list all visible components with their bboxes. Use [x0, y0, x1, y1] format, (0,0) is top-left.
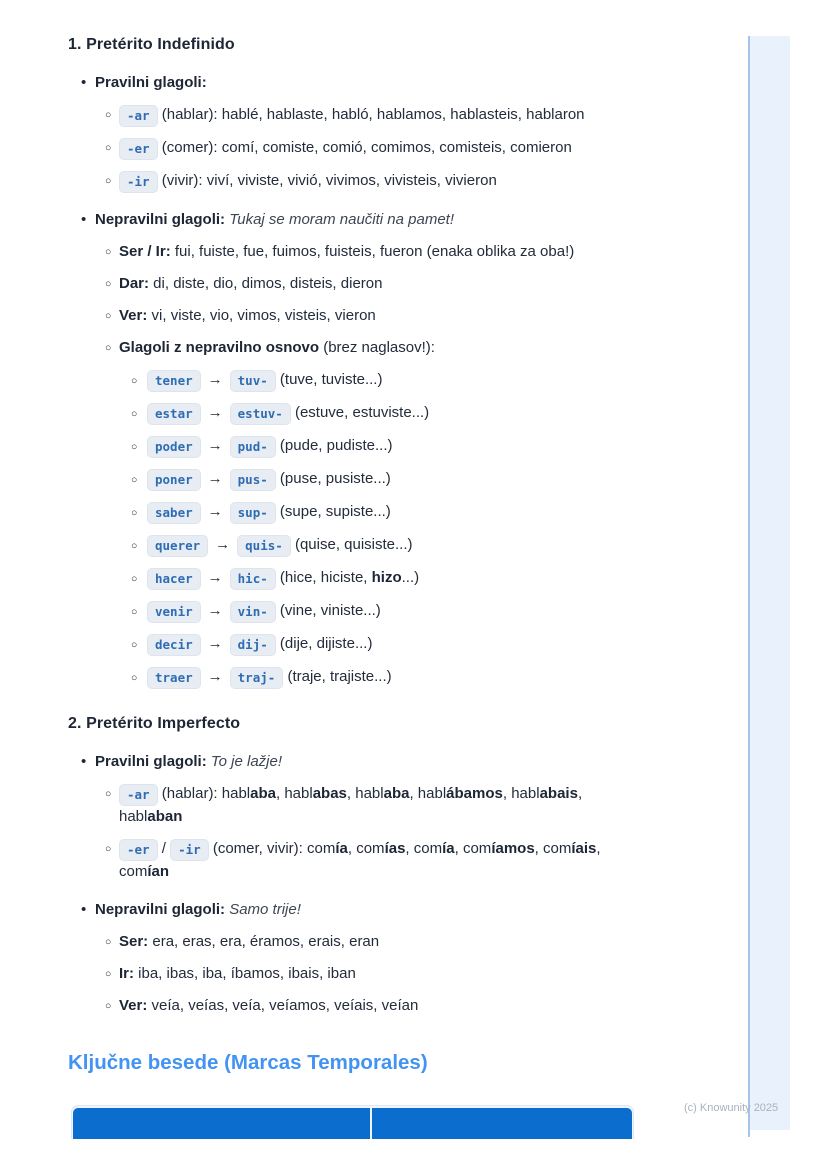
text-run: /	[157, 840, 171, 857]
list-item	[68, 72, 640, 94]
bullet-circle-marker: ○	[131, 606, 138, 618]
bold-text: aba	[383, 785, 410, 802]
list-item	[68, 241, 640, 263]
bullet-disc-marker: •	[81, 753, 87, 770]
list-item-text	[119, 106, 585, 123]
list-item	[68, 337, 640, 359]
list-item-text	[119, 243, 574, 260]
verb-chip: -ar	[119, 105, 158, 127]
verb-chip: estar	[147, 403, 201, 425]
verb-chip: -ir	[119, 171, 158, 193]
text-run: (estuve, estuviste...)	[290, 404, 430, 421]
arrow-right-icon: →	[207, 371, 223, 388]
verb-chip: venir	[147, 601, 201, 623]
bold-text: aba	[250, 785, 276, 802]
text-run: (dije, dijiste...)	[275, 635, 373, 652]
bold-text: Dar:	[119, 275, 150, 292]
list-item	[68, 751, 640, 773]
list-item	[68, 435, 640, 458]
bullet-disc-marker: •	[81, 211, 87, 228]
bullet-circle-marker: ○	[131, 408, 138, 420]
text-run: , com	[454, 840, 492, 857]
list-item-text	[147, 503, 391, 520]
verb-chip: estuv-	[230, 403, 291, 425]
verb-chip: sup-	[230, 502, 276, 524]
text-run: (supe, supiste...)	[275, 503, 391, 520]
verb-chip: hic-	[230, 568, 276, 590]
verb-chip: pus-	[230, 469, 276, 491]
bullet-circle-marker: ○	[131, 573, 138, 585]
text-run: , habl	[276, 785, 313, 802]
bold-text: aban	[147, 808, 183, 825]
marcas-table	[71, 1105, 634, 1139]
text-run: (pude, pudiste...)	[275, 437, 393, 454]
text-run: di, diste, dio, dimos, disteis, dieron	[149, 275, 383, 292]
list-item	[68, 369, 640, 392]
list-item	[68, 209, 640, 231]
list-item	[68, 838, 640, 883]
text-run: vi, viste, vio, vimos, visteis, vieron	[147, 307, 376, 324]
list-item	[68, 666, 640, 689]
list-item	[68, 170, 640, 193]
bullet-circle-marker: ○	[131, 540, 138, 552]
list-item-text	[119, 339, 435, 356]
list-item	[68, 633, 640, 656]
verb-chip: tuv-	[230, 370, 276, 392]
list-item-text	[147, 668, 392, 685]
text-run: (quise, quisiste...)	[290, 536, 413, 553]
list-item-text	[147, 404, 429, 421]
imperfecto-list	[68, 751, 640, 1017]
italic-note: Samo trije!	[225, 901, 301, 918]
verb-chip: -er	[119, 138, 158, 160]
list-item	[68, 305, 640, 327]
keywords-heading: Ključne besede (Marcas Temporales)	[68, 1051, 428, 1074]
list-item-text	[119, 307, 376, 324]
marcas-table-header	[73, 1108, 632, 1139]
verb-chip: quis-	[237, 535, 291, 557]
arrow-right-icon: →	[207, 503, 223, 520]
arrow-right-icon: →	[207, 569, 223, 586]
verb-chip: querer	[147, 535, 208, 557]
list-item	[68, 931, 640, 953]
list-item	[68, 600, 640, 623]
list-item-text	[119, 965, 356, 982]
list-item-text	[147, 470, 391, 487]
list-item	[68, 468, 640, 491]
section-heading-imperfecto: 2. Pretérito Imperfecto	[68, 715, 241, 732]
bold-text: Ver:	[119, 307, 148, 324]
text-run: (brez naglasov!):	[319, 339, 435, 356]
bullet-circle-marker: ○	[105, 843, 112, 855]
page-edge-panel	[750, 36, 790, 1130]
list-item-text	[147, 371, 382, 388]
bullet-circle-marker: ○	[105, 109, 112, 121]
verb-chip: decir	[147, 634, 201, 656]
text-run: (hice, hiciste,	[275, 569, 372, 586]
list-item	[68, 963, 640, 985]
list-item	[68, 534, 640, 557]
bold-text: hizo	[371, 569, 402, 586]
list-item-text	[95, 753, 282, 770]
italic-note: Tukaj se moram naučiti na pamet!	[225, 211, 455, 228]
bullet-circle-marker: ○	[105, 342, 112, 354]
watermark: (c) Knowunity 2025	[684, 1102, 779, 1114]
list-item	[68, 783, 640, 828]
verb-chip: saber	[147, 502, 201, 524]
text-run: fui, fuiste, fue, fuimos, fuisteis, fueron (enaka oblika za oba!)	[170, 243, 575, 260]
list-item	[68, 273, 640, 295]
bold-text: Nepravilni glagoli:	[95, 211, 226, 228]
bold-text: Ser:	[119, 933, 149, 950]
list-item-text	[119, 275, 382, 292]
list-item-text	[147, 536, 413, 553]
bullet-circle-marker: ○	[131, 375, 138, 387]
list-item-text	[95, 211, 454, 228]
bullet-circle-marker: ○	[105, 936, 112, 948]
text-run: iba, ibas, iba, íbamos, ibais, iban	[134, 965, 356, 982]
list-item-text	[119, 139, 572, 156]
arrow-right-icon: →	[215, 536, 231, 553]
bold-text: Ir:	[119, 965, 134, 982]
list-item-text	[119, 840, 601, 880]
arrow-right-icon: →	[207, 635, 223, 652]
text-run: (comer, vivir): com	[208, 840, 336, 857]
text-run: , habl	[119, 785, 583, 825]
text-run: , com	[347, 840, 385, 857]
arrow-right-icon: →	[207, 437, 223, 454]
list-item	[68, 501, 640, 524]
text-run: (vivir): viví, viviste, vivió, vivimos, vivisteis, vivieron	[157, 172, 497, 189]
list-item-text	[95, 901, 301, 918]
bullet-circle-marker: ○	[131, 639, 138, 651]
verb-chip: tener	[147, 370, 201, 392]
bullet-circle-marker: ○	[105, 278, 112, 290]
bold-text: ían	[147, 863, 170, 880]
bullet-circle-marker: ○	[105, 310, 112, 322]
text-run: (tuve, tuviste...)	[275, 371, 383, 388]
arrow-right-icon: →	[207, 668, 223, 685]
bold-text: ía	[442, 840, 455, 857]
list-item-text	[147, 635, 372, 652]
text-run: (hablar): hablé, hablaste, habló, hablamos, hablasteis, hablaron	[157, 106, 585, 123]
list-item	[68, 899, 640, 921]
bullet-circle-marker: ○	[105, 1000, 112, 1012]
text-run: , com	[119, 840, 601, 880]
verb-chip: -ir	[170, 839, 209, 861]
italic-note: To je lažje!	[206, 753, 283, 770]
notes-content	[68, 36, 640, 1139]
text-run: (comer): comí, comiste, comió, comimos, comisteis, comieron	[157, 139, 572, 156]
list-item	[68, 995, 640, 1017]
text-run: , habl	[346, 785, 384, 802]
verb-chip: -ar	[119, 784, 158, 806]
verb-chip: traer	[147, 667, 201, 689]
bullet-circle-marker: ○	[105, 175, 112, 187]
text-run: , habl	[409, 785, 447, 802]
verb-chip: hacer	[147, 568, 201, 590]
list-item-text	[119, 933, 379, 950]
text-run: ...)	[401, 569, 420, 586]
bold-text: ía	[335, 840, 348, 857]
list-item-text	[95, 74, 207, 91]
arrow-right-icon: →	[207, 404, 223, 421]
bold-text: Nepravilni glagoli:	[95, 901, 226, 918]
list-item	[68, 567, 640, 590]
bullet-disc-marker: •	[81, 901, 87, 918]
text-run: (vine, viniste...)	[275, 602, 381, 619]
bullet-disc-marker: •	[81, 74, 87, 91]
bold-text: íais	[571, 840, 597, 857]
bullet-circle-marker: ○	[131, 441, 138, 453]
text-run: era, eras, era, éramos, erais, eran	[148, 933, 380, 950]
bullet-circle-marker: ○	[105, 142, 112, 154]
indefinido-list	[68, 72, 640, 689]
text-run: , habl	[502, 785, 540, 802]
bold-text: Glagoli z nepravilno osnovo	[119, 339, 320, 356]
verb-chip: vin-	[230, 601, 276, 623]
text-run: (puse, pusiste...)	[275, 470, 391, 487]
bullet-circle-marker: ○	[105, 788, 112, 800]
verb-chip: poder	[147, 436, 201, 458]
list-item-text	[147, 437, 392, 454]
list-item	[68, 104, 640, 127]
bold-text: Pravilni glagoli:	[95, 74, 207, 91]
bold-text: ábamos	[446, 785, 503, 802]
text-run: (hablar): habl	[157, 785, 251, 802]
bullet-circle-marker: ○	[105, 246, 112, 258]
table-header-cell-2	[372, 1108, 632, 1139]
text-run: (traje, trajiste...)	[283, 668, 392, 685]
list-item-text	[147, 602, 381, 619]
list-item-text	[119, 997, 418, 1014]
verb-chip: dij-	[230, 634, 276, 656]
bullet-circle-marker: ○	[131, 672, 138, 684]
bold-text: Ser / Ir:	[119, 243, 171, 260]
list-item-text	[119, 785, 582, 825]
page-edge-line	[748, 36, 750, 1137]
bold-text: íamos	[491, 840, 535, 857]
bullet-circle-marker: ○	[105, 968, 112, 980]
text-run: , com	[534, 840, 572, 857]
verb-chip: pud-	[230, 436, 276, 458]
list-item	[68, 402, 640, 425]
bullet-circle-marker: ○	[131, 474, 138, 486]
list-item	[68, 137, 640, 160]
bold-text: Ver:	[119, 997, 148, 1014]
text-run: veía, veías, veía, veíamos, veíais, veían	[147, 997, 419, 1014]
list-item-text	[147, 569, 419, 586]
text-run: , com	[405, 840, 443, 857]
bold-text: abais	[539, 785, 578, 802]
table-header-cell-1	[73, 1108, 370, 1139]
bullet-circle-marker: ○	[131, 507, 138, 519]
arrow-right-icon: →	[207, 470, 223, 487]
list-item-text	[119, 172, 497, 189]
bold-text: Pravilni glagoli:	[95, 753, 207, 770]
verb-chip: poner	[147, 469, 201, 491]
bold-text: abas	[312, 785, 347, 802]
arrow-right-icon: →	[207, 602, 223, 619]
section-heading-indefinido: 1. Pretérito Indefinido	[68, 36, 235, 53]
verb-chip: -er	[119, 839, 158, 861]
verb-chip: traj-	[230, 667, 284, 689]
bold-text: ías	[384, 840, 406, 857]
